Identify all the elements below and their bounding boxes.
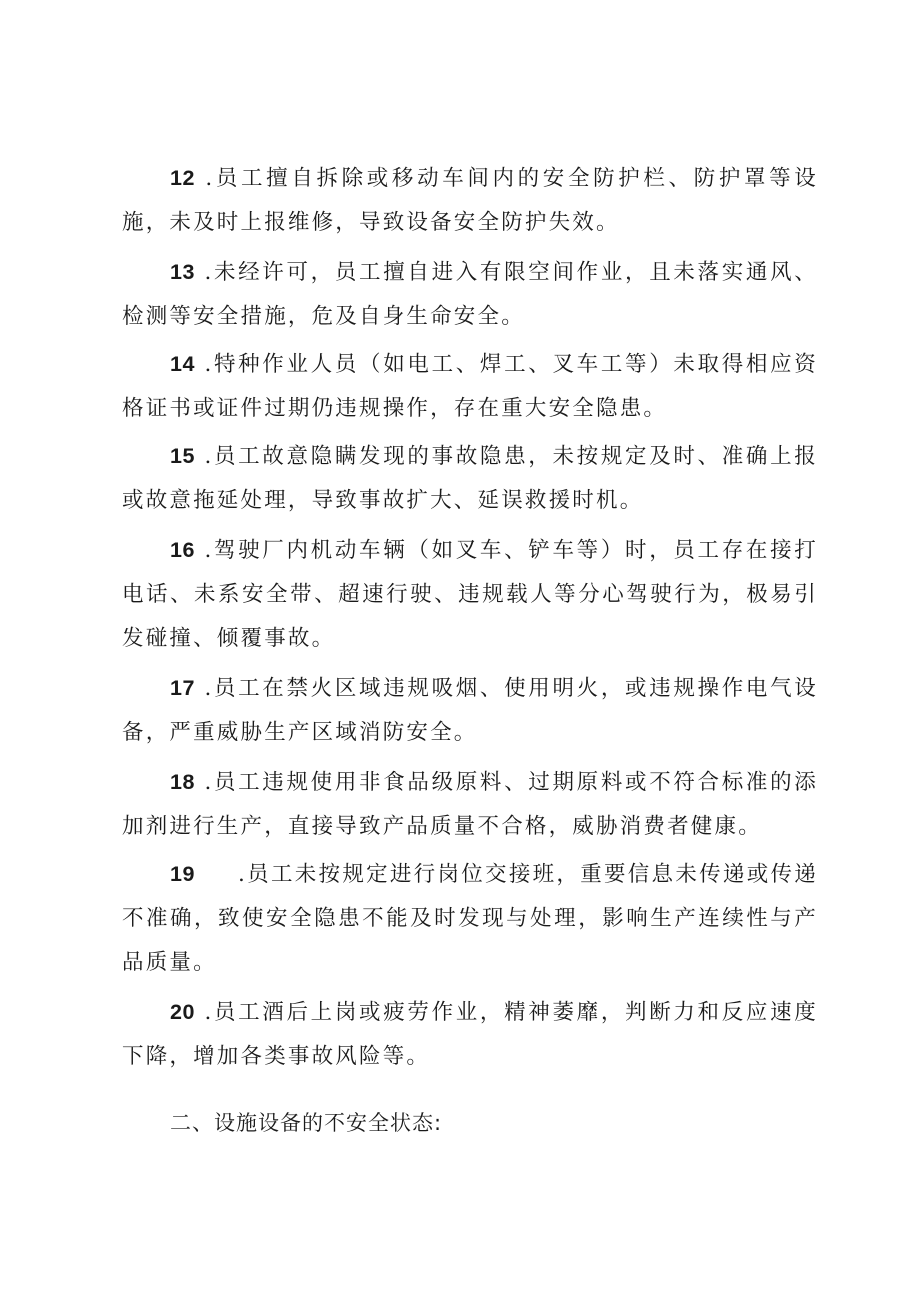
item-number: 18 (170, 770, 195, 794)
list-item (122, 990, 818, 1079)
item-number: 13 (170, 260, 195, 284)
item-number: 17 (170, 676, 195, 700)
list-item (122, 156, 818, 245)
item-number: 14 (170, 352, 195, 376)
item-text: .员工在禁火区域违规吸烟、使用明火，或违规操作电气设备，严重威胁生产区域消防安全。 (122, 676, 818, 745)
item-text: .员工违规使用非食品级原料、过期原料或不符合标准的添加剂进行生产，直接导致产品质量不合格，威胁消费者健康。 (122, 770, 818, 839)
item-number: 16 (170, 538, 195, 562)
list-item (122, 342, 818, 431)
list-item (122, 666, 818, 755)
item-text: .员工故意隐瞒发现的事故隐患，未按规定及时、准确上报或故意拖延处理，导致事故扩大、延误救援时机。 (122, 444, 818, 513)
list-item (122, 434, 818, 523)
list-item (122, 250, 818, 339)
item-text: .员工擅自拆除或移动车间内的安全防护栏、防护罩等设施，未及时上报维修，导致设备安全防护失效。 (122, 166, 818, 235)
item-text: .员工酒后上岗或疲劳作业，精神萎靡，判断力和反应速度下降，增加各类事故风险等。 (122, 1000, 818, 1069)
list-item (122, 852, 818, 985)
item-text: .未经许可，员工擅自进入有限空间作业，且未落实通风、检测等安全措施，危及自身生命安全。 (122, 260, 818, 329)
item-text: .员工未按规定进行岗位交接班，重要信息未传递或传递不准确，致使安全隐患不能及时发现与处理，影响生产连续性与产品质量。 (122, 862, 818, 975)
item-text: .特种作业人员（如电工、焊工、叉车工等）未取得相应资格证书或证件过期仍违规操作，存在重大安全隐患。 (122, 352, 818, 421)
item-number: 15 (170, 444, 195, 468)
list-item (122, 528, 818, 661)
item-number: 12 (170, 166, 195, 190)
item-number: 20 (170, 1000, 195, 1024)
item-number: 19 (170, 862, 195, 886)
item-text: .驾驶厂内机动车辆（如叉车、铲车等）时，员工存在接打电话、未系安全带、超速行驶、违规载人等分心驾驶行为，极易引发碰撞、倾覆事故。 (122, 538, 818, 651)
list-item (122, 760, 818, 849)
section-heading: 二、设施设备的不安全状态: (170, 1111, 443, 1135)
